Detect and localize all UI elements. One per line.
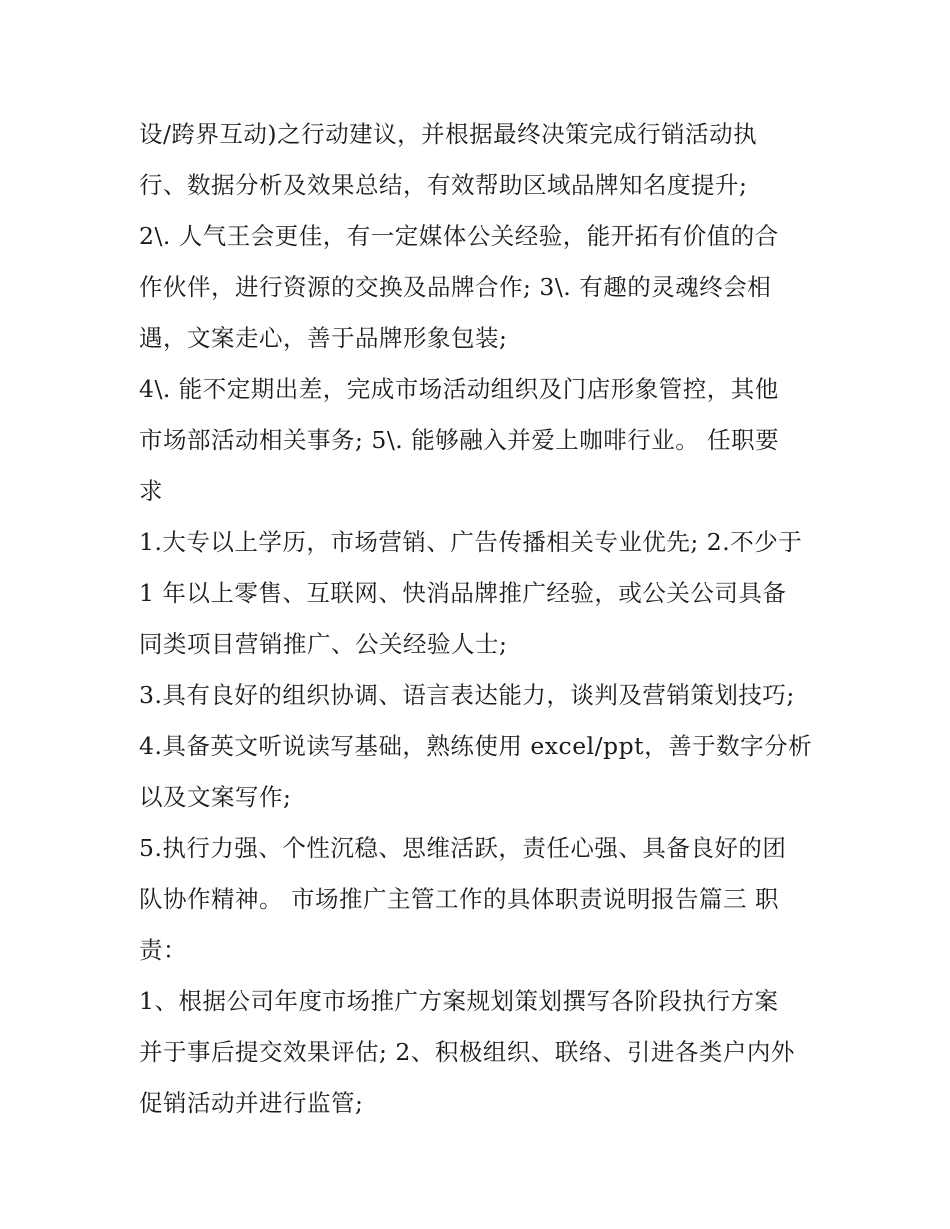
text-line: 作伙伴，进行资源的交换及品牌合作; 3\. 有趣的灵魂终会相 — [139, 273, 772, 301]
text-line: 求 — [139, 477, 163, 505]
text-line: 责： — [139, 936, 187, 964]
text-line: 1 年以上零售、互联网、快消品牌推广经验，或公关公司具备 — [139, 579, 787, 607]
text-line: 5.执行力强、个性沉稳、思维活跃，责任心强、具备良好的团 — [139, 834, 787, 862]
document-body — [139, 109, 819, 1129]
text-line: 市场部活动相关事务; 5\. 能够融入并爱上咖啡行业。 任职要 — [139, 426, 780, 454]
text-line: 2\. 人气王会更佳，有一定媒体公关经验，能开拓有价值的合 — [139, 222, 779, 250]
text-line: 队协作精神。 市场推广主管工作的具体职责说明报告篇三 职 — [139, 885, 779, 913]
text-line: 同类项目营销推广、公关经验人士; — [139, 630, 508, 658]
text-line: 行、数据分析及效果总结，有效帮助区域品牌知名度提升; — [139, 171, 748, 199]
text-line: 1.大专以上学历，市场营销、广告传播相关专业优先; 2.不少于 — [139, 528, 803, 556]
text-line: 3.具有良好的组织协调、语言表达能力，谈判及营销策划技巧; — [139, 681, 795, 709]
text-line: 4\. 能不定期出差，完成市场活动组织及门店形象管控，其他 — [139, 375, 779, 403]
text-line: 1、根据公司年度市场推广方案规划策划撰写各阶段执行方案 — [139, 987, 779, 1015]
text-line: 遇，文案走心，善于品牌形象包装; — [139, 324, 508, 352]
text-line: 4.具备英文听说读写基础，熟练使用 excel/ppt，善于数字分析 — [139, 732, 813, 760]
text-line: 促销活动并进行监管; — [139, 1089, 364, 1117]
text-line: 以及文案写作; — [139, 783, 292, 811]
text-line: 并于事后提交效果评估; 2、积极组织、联络、引进各类户内外 — [139, 1038, 795, 1066]
text-line: 设/跨界互动)之行动建议，并根据最终决策完成行销活动执 — [139, 120, 758, 148]
